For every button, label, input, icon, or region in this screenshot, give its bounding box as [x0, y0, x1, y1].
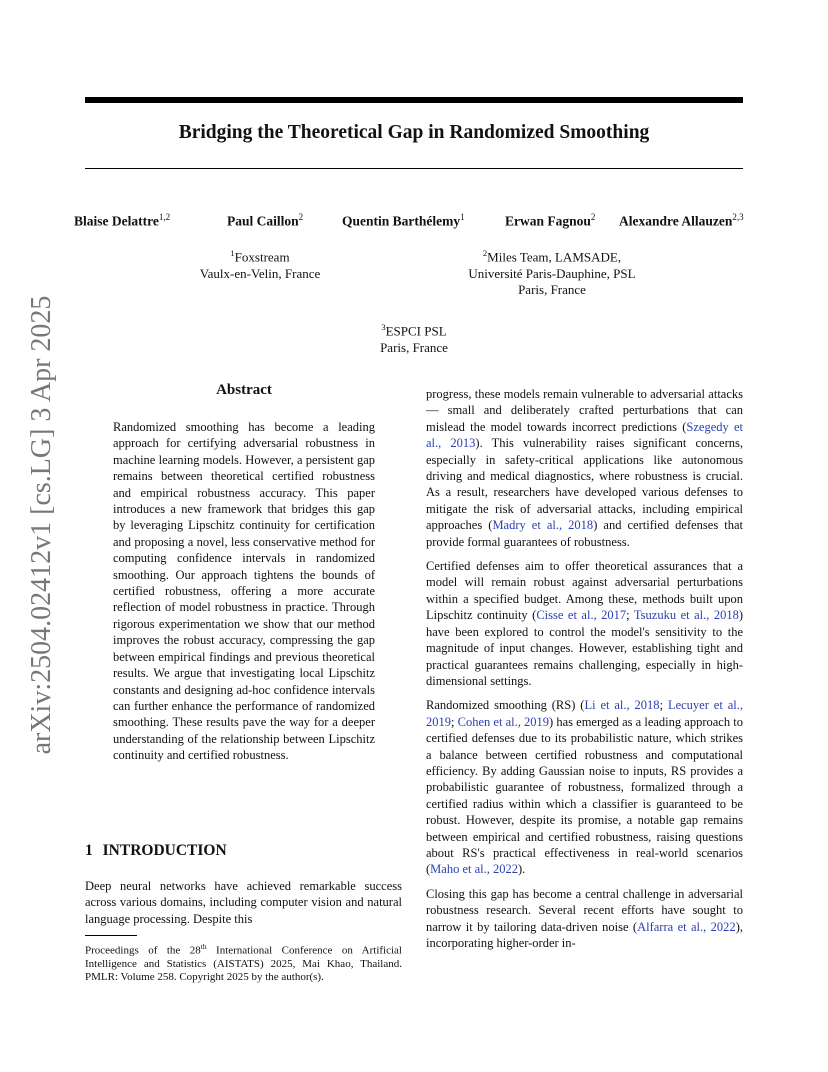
paragraph-text: ) have been explored to control the model's sensitivity to the magnitude of input changes. However, establishing tight and practical guarantees remains challenging, especially in high-dimensional settings.: [426, 608, 743, 688]
arxiv-side-label: arXiv:2504.02412v1 [cs.LG] 3 Apr 2025: [26, 295, 57, 755]
citation-link[interactable]: Cohen et al., 2019: [457, 714, 550, 729]
citation-link[interactable]: Szegedy et al., 2013: [426, 419, 743, 451]
abstract-heading: Abstract: [216, 382, 272, 398]
paragraph: [426, 386, 743, 550]
affiliation-1: $^1$Foxstream Vaulx-en-Velin, France: [199, 248, 321, 281]
paragraph-text: progress, these models remain vulnerable to adversarial attacks — small and deliberately crafted perturbations that can mislead the model towards incorrect predictions (: [426, 387, 743, 434]
paragraph-text: ).: [518, 862, 526, 877]
citation-link[interactable]: Tsuzuku et al., 2018: [633, 608, 739, 623]
paragraph-text: ) has emerged as a leading approach to certified defenses due to its probabilistic nature, which strikes a balance between certified robustness and computational efficiency. By adding Gaussian noise to inputs, RS provides a probabilistic guarantee of robustness, formalized through a certified radius within which a classifier is guaranteed to be robust. However, despite its promise, a notable gap remains between empirical and certified robustness, raising questions about RS's practical effectiveness in real-world scenarios (: [426, 714, 743, 877]
right-column: [426, 386, 743, 959]
author-barthelemy: Quentin Barthélemy$^1$: [342, 212, 465, 229]
citation-link[interactable]: Maho et al., 2022: [430, 862, 519, 877]
title-bottom-rule: [85, 168, 743, 169]
affiliation-3: $^3$ESPCI PSL Paris, France: [380, 322, 448, 355]
affiliation-2: $^2$Miles Team, LAMSADE, Université Paris-Dauphine, PSL Paris, France: [468, 248, 636, 298]
paragraph-text: ;: [451, 714, 458, 729]
paragraph-text: ) and certified defenses that provide formal guarantees of robustness.: [426, 518, 743, 549]
citation-link[interactable]: Madry et al., 2018: [492, 518, 594, 533]
author-delattre: Blaise Delattre$^{1,2}$: [74, 212, 171, 229]
paper-title: Bridging the Theoretical Gap in Randomized Smoothing: [178, 122, 650, 143]
citation-link[interactable]: Li et al., 2018: [584, 698, 660, 713]
citation-link[interactable]: Lecuyer et al., 2019: [426, 698, 743, 729]
footnote-rule: [85, 935, 137, 936]
paragraph: [426, 697, 743, 877]
paragraph-text: ;: [626, 608, 634, 623]
title-top-rule: [85, 97, 743, 103]
author-fagnou: Erwan Fagnou$^2$: [505, 212, 596, 229]
paragraph: [426, 886, 743, 952]
paragraph: [426, 558, 743, 689]
paragraph-text: Randomized smoothing (RS) (: [426, 698, 585, 713]
author-allauzen: Alexandre Allauzen$^{2,3}$: [619, 212, 744, 229]
paragraph-text: ). This vulnerability raises significant concerns, especially in safety-critical applications like autonomous driving and medical diagnostics, where robustness is crucial. As a result, researchers have developed various defenses to mitigate the risk of adversarial attacks, including empirical approaches (: [426, 436, 743, 533]
footnote: Proceedings of the 28th International Conference on Artificial Intelligence and Statistics (AISTATS) 2025, Mai Khao, Thailand. PMLR: Volume 258. Copyright 2025 by the author(s).: [85, 942, 402, 984]
paragraph-text: ;: [659, 698, 668, 713]
author-caillon: Paul Caillon$^2$: [227, 212, 304, 229]
paragraph-text: Closing this gap has become a central challenge in adversarial robustness research. Several recent efforts have sought to narrow it by tailoring data-driven noise (: [426, 886, 743, 934]
paragraph-text: ), incorporating higher-order in-: [426, 919, 743, 950]
citation-link[interactable]: Alfarra et al., 2022: [637, 919, 736, 934]
section-heading-introduction: 1 INTRODUCTION: [85, 842, 227, 859]
paragraph-text: Certified defenses aim to offer theoretical assurances that a model will remain robust against adversarial perturbations within a specified budget. Among these, methods built upon Lipschitz continuity (: [426, 559, 743, 623]
intro-paragraph: Deep neural networks have achieved remarkable success across various domains, including computer vision and natural language processing. Despite this: [85, 879, 402, 926]
citation-link[interactable]: Cisse et al., 2017: [536, 608, 627, 623]
abstract-body: Randomized smoothing has become a leading approach for certifying adversarial robustness in machine learning models. However, a persistent gap remains between theoretical certified robustness and empirical robustness accuracy. This paper introduces a new framework that bridges this gap by leveraging Lipschitz continuity for certification and proposing a novel, less conservative method for computing confidence intervals in randomized smoothing. Our approach tightens the bounds of certified robustness, offering a more accurate reflection of model robustness in practice. Through rigorous experimentation we show that our method improves the robust accuracy, compressing the gap between empirical findings and previous theoretical results. We argue that investigating local Lipschitz constants and designing ad-hoc confidence intervals can further enhance the performance of randomized smoothing. These results pave the way for a deeper understanding of the relationship between Lipschitz continuity and certified robustness.: [113, 420, 375, 763]
